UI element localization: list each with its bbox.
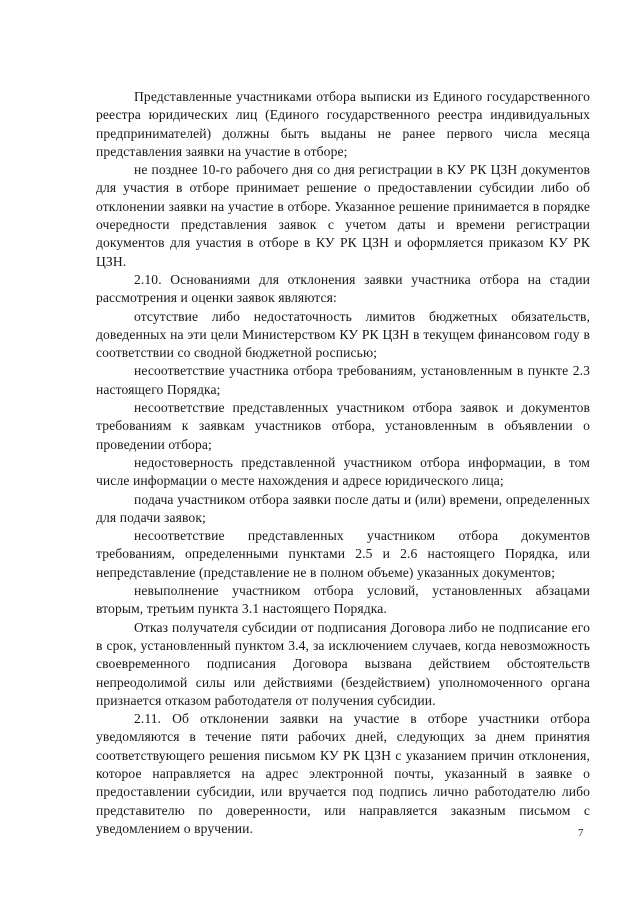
- paragraph-false-information: недостоверность представленной участником отбора информации, в том числе информации о месте нахождения и адресе юридического лица;: [96, 454, 590, 489]
- paragraph-section-2-10: 2.10. Основаниями для отклонения заявки участника отбора на стадии рассмотрения и оценки заявок являются:: [96, 271, 590, 306]
- paragraph-documents-2-5-2-6: несоответствие представленных участником отбора документов требованиям, определенными пунктами 2.5 и 2.6 настоящего Порядка, или непредставление (представление не в полном объеме) указанных документов;: [96, 528, 590, 580]
- document-page: [96, 88, 590, 838]
- paragraph-decision-deadline: не позднее 10-го рабочего дня со дня регистрации в КУ РК ЦЗН документов для участия в отборе принимает решение о предоставлении субсидии либо об отклонении заявки на участие в отборе. Указанное решение принимается в порядке очередности представления заявок с учетом даты и времени регистрации документов для участия в отборе в КУ РК ЦЗН и оформляется приказом КУ РК ЦЗН.: [96, 162, 590, 269]
- paragraph-late-submission: подача участником отбора заявки после даты и (или) времени, определенных для подачи заявок;: [96, 491, 590, 525]
- paragraph-documents-mismatch: несоответствие представленных участником отбора заявок и документов требованиям к заявкам участников отбора, установленным в объявлении о проведении отбора;: [96, 400, 590, 452]
- page-number: 7: [578, 827, 584, 839]
- paragraph-extract-validity: Представленные участниками отбора выписки из Единого государственного реестра юридических лиц (Единого государственного реестра индивидуальных предпринимателей) должны быть выданы не ранее первого числа месяца представления заявки на участие в отборе;: [96, 89, 590, 159]
- paragraph-requirements-2-3: несоответствие участника отбора требованиям, установленным в пункте 2.3 настоящего Порядка;: [96, 363, 590, 397]
- paragraph-budget-limits: отсутствие либо недостаточность лимитов бюджетных обязательств, доведенных на эти цели Министерством КУ РК ЦЗН в текущем финансовом году в соответствии со сводной бюджетной росписью;: [96, 308, 590, 361]
- paragraph-section-2-11: 2.11. Об отклонении заявки на участие в отборе участники отбора уведомляются в течение пяти рабочих дней, следующих за днем принятия соответствующего решения письмом КУ РК ЦЗН с указанием причин отклонения, которое направляется на адрес электронной почты, указанный в заявке о предоставлении субсидии, или вручается под подпись лично работодателю либо представителю по доверенности, или направляется заказным письмом с уведомлением о вручении.: [96, 711, 590, 836]
- paragraph-contract-refusal: Отказ получателя субсидии от подписания Договора либо не подписание его в срок, установленный пунктом 3.4, за исключением случаев, когда невозможность своевременного подписания Договора вызвана действием обстоятельств непреодолимой силы или действиями (бездействием) уполномоченного органа признается отказом работодателя от получения субсидии.: [96, 619, 590, 708]
- paragraph-conditions-3-1: невыполнение участником отбора условий, установленных абзацами вторым, третьим пункта 3.1 настоящего Порядка.: [96, 583, 590, 617]
